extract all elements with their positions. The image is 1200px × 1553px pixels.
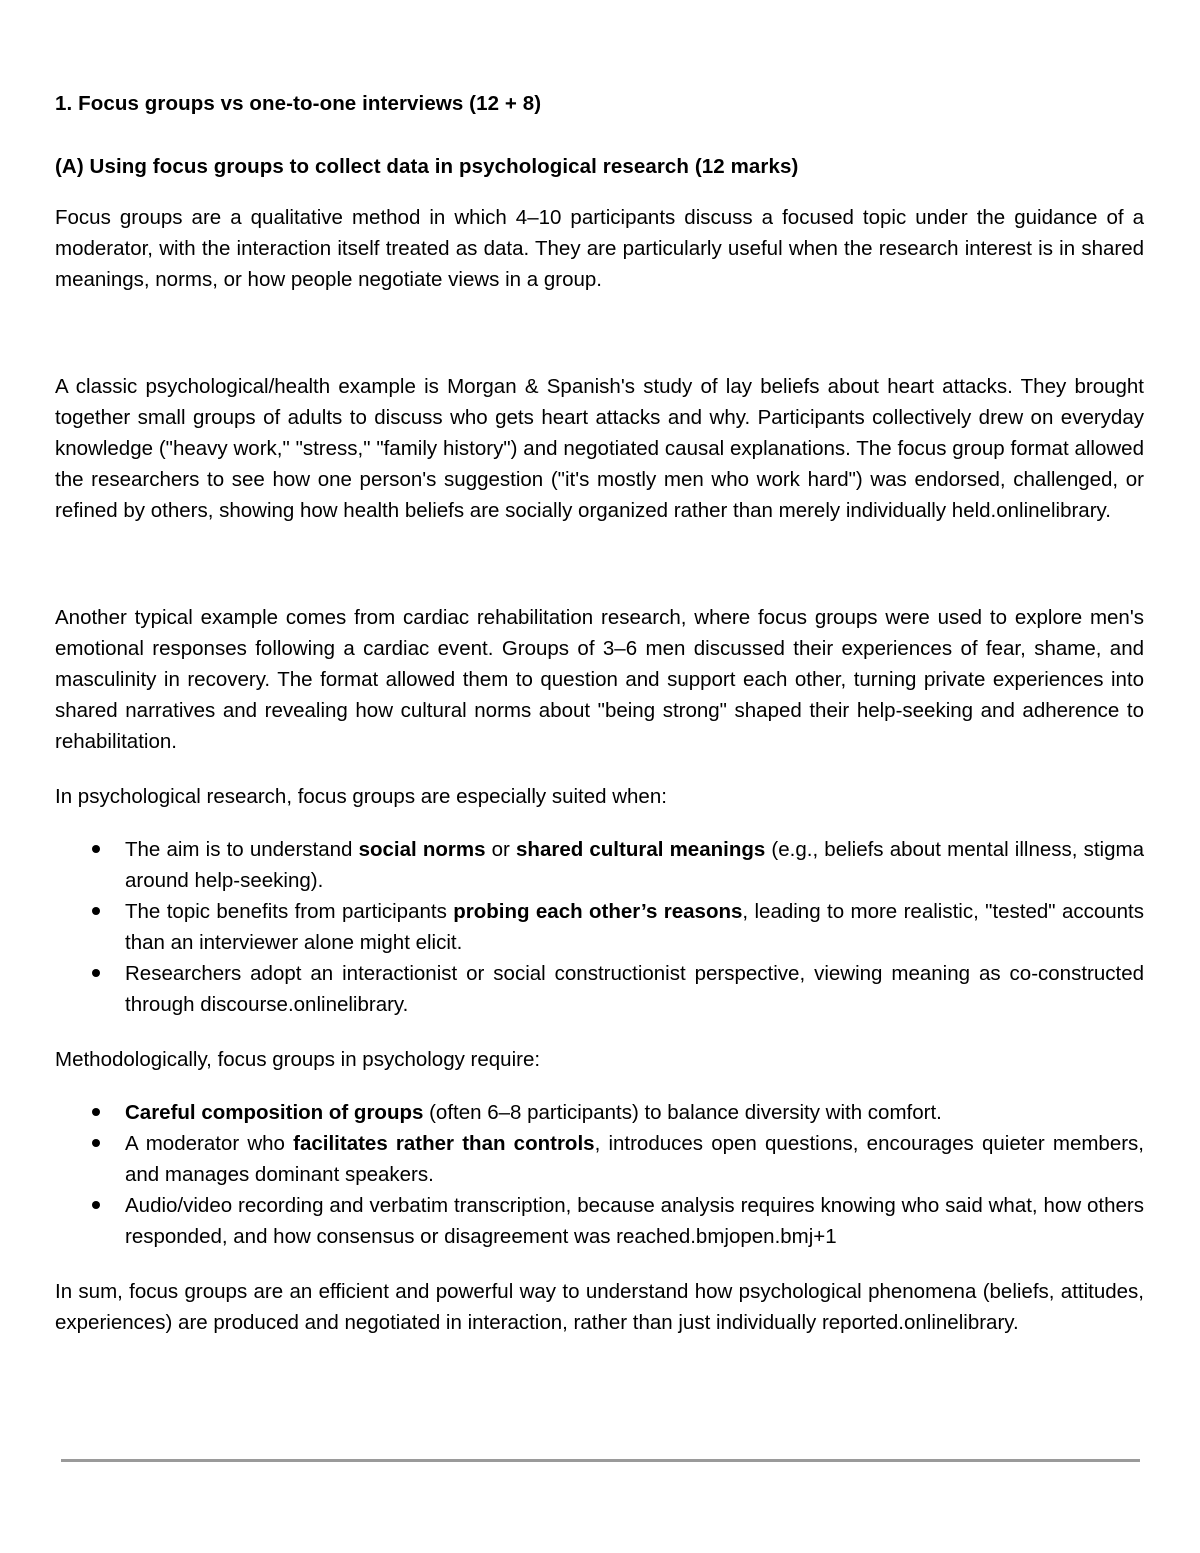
bullet-dot — [92, 907, 100, 915]
list-item: The aim is to understand social norms or shared cultural meanings (e.g., beliefs about mental illness, stigma around help‑seeking). — [55, 834, 1144, 896]
list-item: The topic benefits from participants probing each other’s reasons, leading to more realistic, "tested" accounts than an interviewer alone might elicit. — [55, 896, 1144, 958]
paragraph-morgan-example: A classic psychological/health example is Morgan & Spanish's study of lay beliefs about heart attacks. They brought together small groups of adults to discuss who gets heart attacks and why. Participants collectively drew on everyday knowledge ("heavy work," "stress," "family history") and negotiated causal explanations. The focus group format allowed the researchers to see how one person's suggestion ("it's mostly men who work hard") was endorsed, challenged, or refined by others, showing how health beliefs are socially organized rather than merely individually held.onlinelibrary. — [55, 375, 1144, 522]
list-item: A moderator who facilitates rather than controls, introduces open questions, encourages quieter members, and manages dominant speakers. — [55, 1128, 1144, 1190]
paragraph-intro: Focus groups are a qualitative method in which 4–10 participants discuss a focused topic under the guidance of a moderator, with the interaction itself treated as data. They are particularly useful when the research interest is in shared meanings, norms, or how people negotiate views in a group. — [55, 206, 1144, 291]
method-bullet-list — [55, 1097, 1144, 1252]
list-item: Researchers adopt an interactionist or social constructionist perspective, viewing meaning as co‑constructed through discourse.onlinelibrary. — [55, 958, 1144, 1020]
paragraph-cardiac-example: Another typical example comes from cardiac rehabilitation research, where focus groups were used to explore men's emotional responses following a cardiac event. Groups of 3–6 men discussed their experiences of fear, shame, and masculinity in recovery. The format allowed them to question and support each other, turning private experiences into shared narratives and revealing how cultural norms about "being strong" shaped their help‑seeking and adherence to rehabilitation. — [55, 606, 1144, 753]
horizontal-divider — [61, 1459, 1140, 1462]
bullet-dot — [92, 969, 100, 977]
list-item: Careful composition of groups (often 6–8 participants) to balance diversity with comfort. — [55, 1097, 1144, 1128]
suited-bullet-list — [55, 834, 1144, 1020]
document-body — [55, 88, 1144, 1338]
subsection-heading: (A) Using focus groups to collect data in psychological research (12 marks) — [55, 155, 799, 178]
bullet-dot — [92, 1139, 100, 1147]
bullet-dot — [92, 845, 100, 853]
paragraph-method-lead: Methodologically, focus groups in psychology require: — [55, 1048, 541, 1071]
paragraph-summary: In sum, focus groups are an efficient and powerful way to understand how psychological phenomena (beliefs, attitudes, experiences) are produced and negotiated in interaction, rather than just individually reported.onlinelibrary. — [55, 1280, 1144, 1334]
bullet-dot — [92, 1201, 100, 1209]
paragraph-suited-lead: In psychological research, focus groups are especially suited when: — [55, 785, 667, 808]
list-item: Audio/video recording and verbatim transcription, because analysis requires knowing who said what, how others responded, and how consensus or disagreement was reached.bmjopen.bmj+1 — [55, 1190, 1144, 1252]
section-heading: 1. Focus groups vs one‑to‑one interviews (12 + 8) — [55, 92, 542, 115]
bullet-dot — [92, 1108, 100, 1116]
